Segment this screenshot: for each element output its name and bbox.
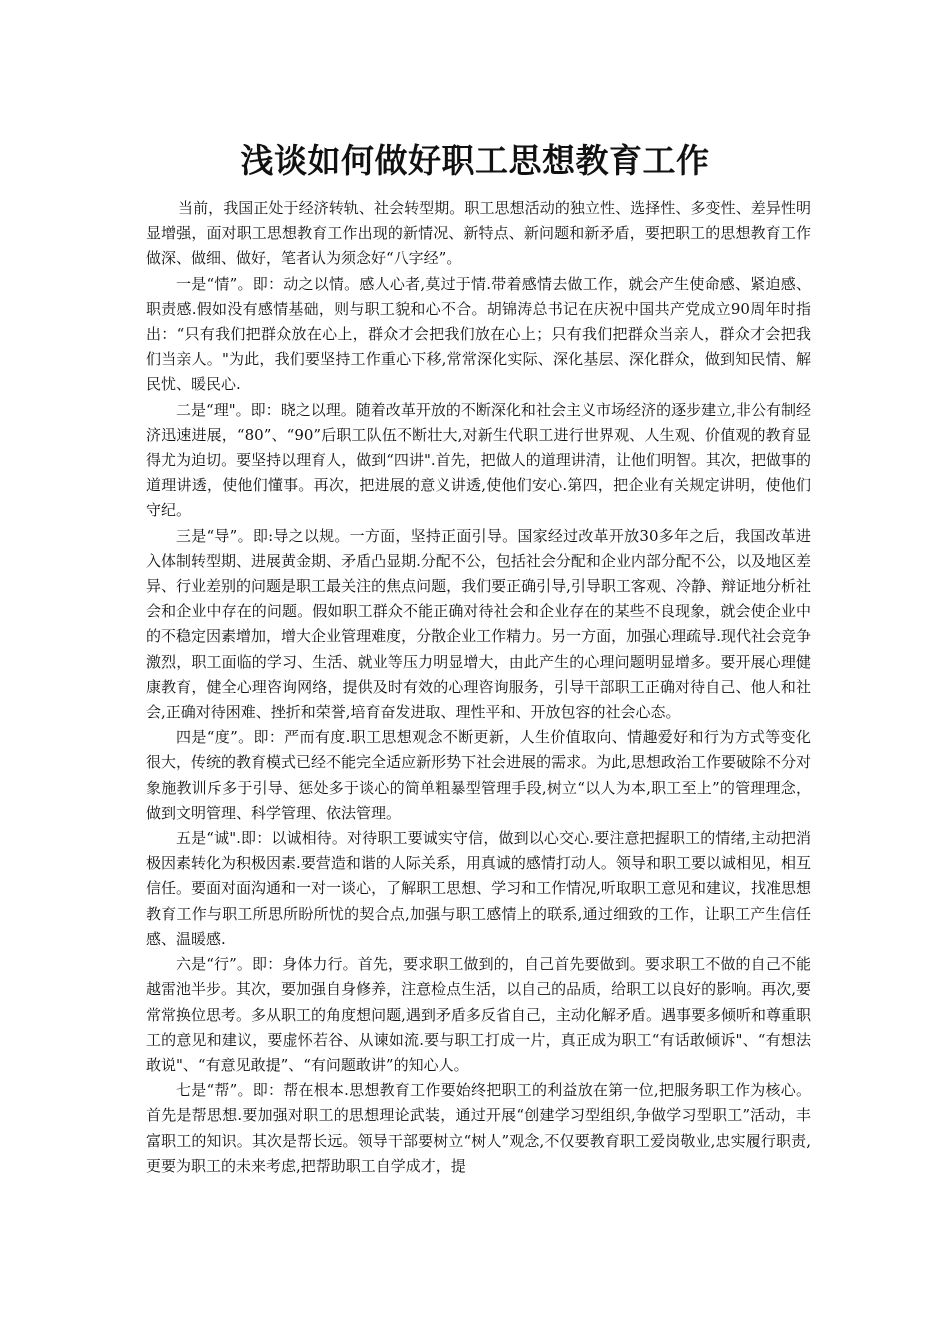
paragraph-dao: 三是“导”。即:导之以规。一方面，坚持正面引导。国家经过改革开放30多年之后，我国改革进入体制转型期、进展黄金期、矛盾凸显期.分配不公，包括社会分配和企业内部分配不公，以及地区差异、行业差别的问题是职工最关注的焦点问题，我们要正确引导,引导职工客观、冷静、辩证地分析社会和企业中存在的问题。假如职工群众不能正确对待社会和企业存在的某些不良现象，就会使企业中的不稳定因素增加，增大企业管理难度，分散企业工作精力。另一方面，加强心理疏导.现代社会竞争激烈，职工面临的学习、生活、就业等压力明显增大，由此产生的心理问题明显增多。要开展心理健康教育，健全心理咨询网络，提供及时有效的心理咨询服务，引导干部职工正确对待自己、他人和社会,正确对待困难、挫折和荣誉,培育奋发进取、理性平和、开放包容的社会心态。 [146, 526, 811, 722]
paragraph-bang: 七是“帮”。即：帮在根本.思想教育工作要始终把职工的利益放在第一位,把服务职工作为核心。首先是帮思想.要加强对职工的思想理论武装，通过开展“创建学习型组织,争做学习型职工”活动，丰富职工的知识。其次是帮长远。领导干部要树立“树人”观念,不仅要教育职工爱岗敬业,忠实履行职责,更要为职工的未来考虑,把帮助职工自学成才，提 [146, 1081, 811, 1175]
document-title: 浅谈如何做好职工思想教育工作 [240, 141, 710, 180]
paragraph-li: 二是“理"。即：晓之以理。随着改革开放的不断深化和社会主义市场经济的逐步建立,非公有制经济迅速进展，“80”、“90”后职工队伍不断壮大,对新生代职工进行世界观、人生观、价值观的教育显得尤为迫切。要坚持以理育人，做到“四讲".首先，把做人的道理讲清，让他们明智。其次，把做事的道理讲透，使他们懂事。再次，把进展的意义讲透,使他们安心.第四，把企业有关规定讲明，使他们守纪。 [146, 400, 811, 520]
paragraph-cheng: 五是“诚".即：以诚相待。对待职工要诚实守信，做到以心交心.要注意把握职工的情绪,主动把消极因素转化为积极因素.要营造和谐的人际关系，用真诚的感情打动人。领导和职工要以诚相见，相互信任。要面对面沟通和一对一谈心，了解职工思想、学习和工作情况,听取职工意见和建议，找准思想教育工作与职工所思所盼所忧的契合点,加强与职工感情上的联系,通过细致的工作，让职工产生信任感、温暖感. [146, 829, 811, 948]
paragraph-intro: 当前，我国正处于经济转轨、社会转型期。职工思想活动的独立性、选择性、多变性、差异性明显增强，面对职工思想教育工作出现的新情况、新特点、新问题和新矛盾，要把职工的思想教育工作做深、做细、做好，笔者认为须念好“八字经”。 [146, 199, 811, 268]
paragraph-xing: 六是“行”。即：身体力行。首先，要求职工做到的，自己首先要做到。要求职工不做的自己不能越雷池半步。其次，要加强自身修养，注意检点生活，以自己的品质，给职工以良好的影响。再次,要常常换位思考。多从职工的角度想问题,遇到矛盾多反省自己，主动化解矛盾。遇事要多倾听和尊重职工的意见和建议，要虚怀若谷、从谏如流.要与职工打成一片，真正成为职工“有话敢倾诉"、“有想法敢说"、“有意见敢提”、“有问题敢讲”的知心人。 [146, 955, 811, 1074]
paragraph-qing: 一是“情”。即：动之以情。感人心者,莫过于情.带着感情去做工作，就会产生使命感、紧迫感、职责感.假如没有感情基础，则与职工貌和心不合。胡锦涛总书记在庆祝中国共产党成立90周年时指出：“只有我们把群众放在心上，群众才会把我们放在心上；只有我们把群众当亲人，群众才会把我们当亲人。"为此，我们要坚持工作重心下移,常常深化实际、深化基层、深化群众，做到知民情、解民忧、暖民心. [146, 274, 811, 394]
document-body [146, 196, 811, 1179]
paragraph-du: 四是“度”。即：严而有度.职工思想观念不断更新，人生价值取向、情趣爱好和行为方式等变化很大，传统的教育模式已经不能完全适应新形势下社会进展的需求。为此,思想政治工作要破除不分对象施教训斥多于引导、惩处多于谈心的简单粗暴型管理手段,树立“以人为本,职工至上”的管理理念，做到文明管理、科学管理、依法管理。 [146, 728, 811, 822]
